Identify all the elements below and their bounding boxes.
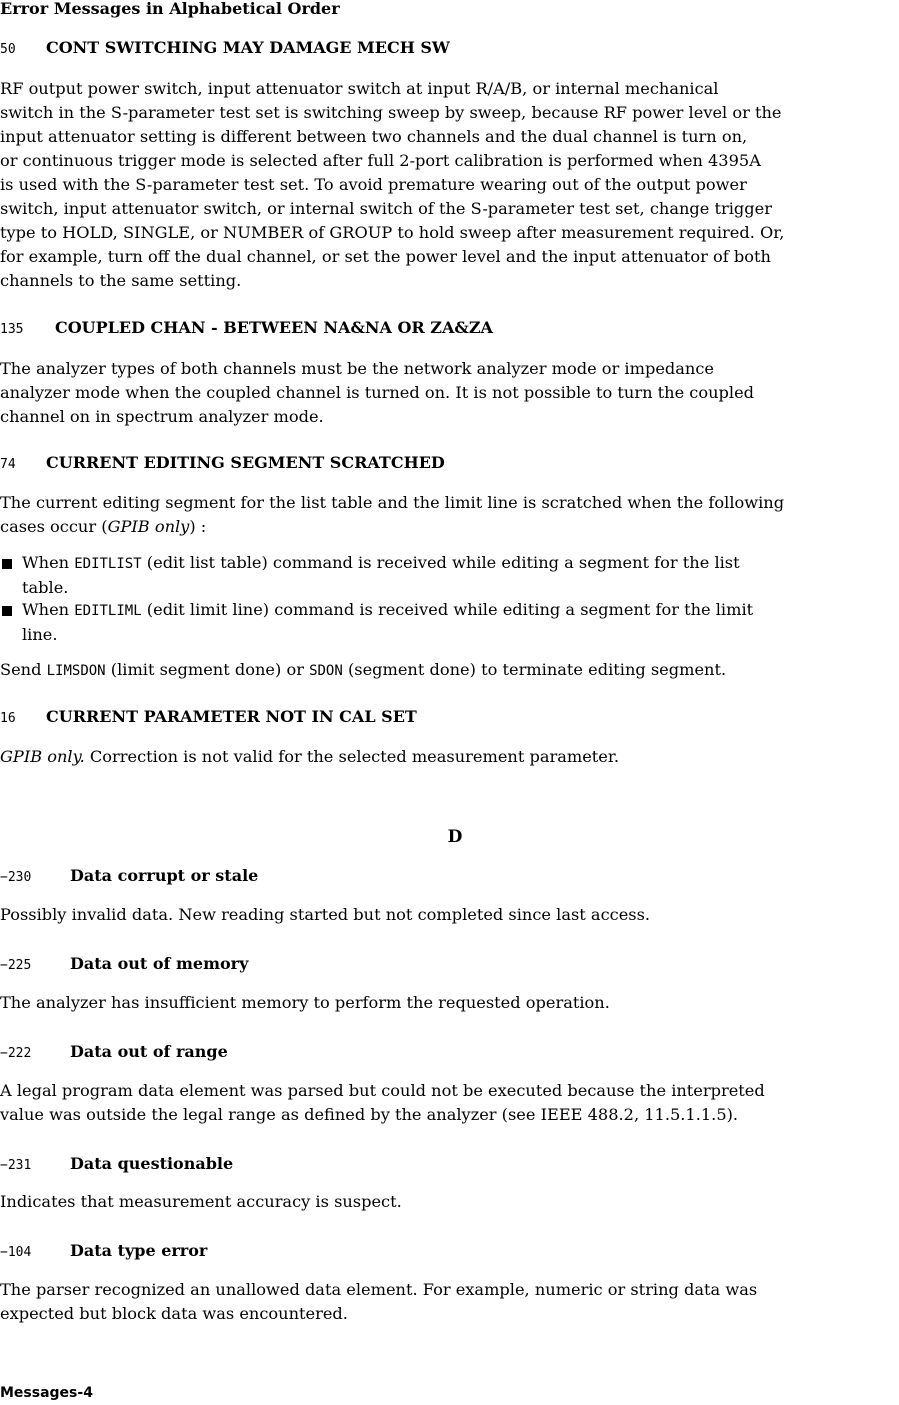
error-code: 16 bbox=[0, 711, 16, 726]
text-line: type to HOLD, SINGLE, or NUMBER of GROUP to hold sweep after measurement required. Or, bbox=[0, 223, 785, 242]
bullet-square-icon bbox=[2, 559, 12, 569]
message-heading bbox=[0, 318, 493, 340]
text-line: Possibly invalid data. New reading started but not completed since last access. bbox=[0, 905, 651, 924]
bullet-item bbox=[0, 551, 880, 600]
error-code: 50 bbox=[0, 42, 16, 57]
message-heading bbox=[0, 1241, 207, 1263]
text-line: RF output power switch, input attenuator switch at input R/A/B, or internal mechanical bbox=[0, 79, 719, 98]
command-name: LIMSDON bbox=[46, 663, 106, 679]
page-footer: Messages-4 bbox=[0, 1385, 93, 1401]
text-line: channel on in spectrum analyzer mode. bbox=[0, 407, 324, 426]
text-line bbox=[22, 598, 880, 623]
text-line: switch, input attenuator switch, or internal switch of the S-parameter test set, change trigger bbox=[0, 199, 772, 218]
text-line: table. bbox=[22, 578, 69, 597]
italic-text: GPIB only. bbox=[0, 747, 85, 766]
error-code: −225 bbox=[0, 958, 32, 973]
text-line: or continuous trigger mode is selected after full 2-port calibration is performed when 4395A bbox=[0, 151, 761, 170]
message-description bbox=[0, 658, 899, 683]
message-description bbox=[0, 1190, 899, 1214]
error-code: −230 bbox=[0, 870, 32, 885]
italic-text: GPIB only bbox=[107, 517, 190, 536]
text-line: The current editing segment for the list table and the limit line is scratched when the following bbox=[0, 493, 785, 512]
text-line: analyzer mode when the coupled channel is turned on. It is not possible to turn the coupled bbox=[0, 383, 755, 402]
text-span: (edit list table) command is received while editing a segment for the list bbox=[141, 553, 740, 572]
error-title: Data out of range bbox=[70, 1042, 228, 1061]
text-line: is used with the S-parameter test set. To avoid premature wearing out of the output power bbox=[0, 175, 747, 194]
command-name: EDITLIML bbox=[74, 603, 142, 619]
text-span: Send bbox=[0, 660, 47, 679]
text-line: switch in the S-parameter test set is switching sweep by sweep, because RF power level or the bbox=[0, 103, 782, 122]
error-code: 135 bbox=[0, 322, 24, 337]
text-span: When bbox=[22, 553, 75, 572]
command-name: EDITLIST bbox=[74, 556, 142, 572]
message-heading bbox=[0, 1154, 233, 1176]
text-line: value was outside the legal range as defined by the analyzer (see IEEE 488.2, 11.5.1.1.5). bbox=[0, 1105, 739, 1124]
text-line: The analyzer types of both channels must be the network analyzer mode or impedance bbox=[0, 359, 714, 378]
message-heading bbox=[0, 866, 258, 888]
section-letter: D bbox=[447, 827, 463, 847]
bullet-item bbox=[0, 598, 880, 647]
error-title: Data corrupt or stale bbox=[70, 866, 259, 885]
message-heading bbox=[0, 707, 417, 729]
text-line: The analyzer has insufficient memory to perform the requested operation. bbox=[0, 993, 610, 1012]
message-description bbox=[0, 991, 899, 1015]
error-code: 74 bbox=[0, 457, 16, 472]
message-description bbox=[0, 745, 899, 769]
message-description bbox=[0, 77, 899, 293]
error-title: Data type error bbox=[70, 1241, 208, 1260]
error-title: CONT SWITCHING MAY DAMAGE MECH SW bbox=[46, 38, 450, 57]
text-span: cases occur ( bbox=[0, 517, 108, 536]
text-span: (edit limit line) command is received while editing a segment for the limit bbox=[141, 600, 754, 619]
text-line: for example, turn off the dual channel, or set the power level and the input attenuator of both bbox=[0, 247, 771, 266]
message-description bbox=[0, 1278, 899, 1326]
text-line: channels to the same setting. bbox=[0, 271, 242, 290]
text-span: Correction is not valid for the selected measurement parameter. bbox=[84, 747, 619, 766]
message-heading bbox=[0, 453, 445, 475]
error-title: COUPLED CHAN - BETWEEN NA&NA OR ZA&ZA bbox=[55, 318, 493, 337]
message-heading bbox=[0, 954, 248, 976]
error-code: −231 bbox=[0, 1158, 32, 1173]
message-description bbox=[0, 491, 899, 539]
text-span: (limit segment done) or bbox=[105, 660, 310, 679]
text-line: Indicates that measurement accuracy is suspect. bbox=[0, 1192, 402, 1211]
text-line: input attenuator setting is different between two channels and the dual channel is turn on, bbox=[0, 127, 748, 146]
text-line: expected but block data was encountered. bbox=[0, 1304, 348, 1323]
text-line: A legal program data element was parsed but could not be executed because the interpreted bbox=[0, 1081, 765, 1100]
message-description bbox=[0, 903, 899, 927]
message-heading bbox=[0, 1042, 228, 1064]
error-title: CURRENT PARAMETER NOT IN CAL SET bbox=[46, 707, 417, 726]
error-title: Data out of memory bbox=[70, 954, 249, 973]
page-header: Error Messages in Alphabetical Order bbox=[0, 0, 340, 18]
command-name: SDON bbox=[309, 663, 343, 679]
message-description bbox=[0, 1079, 899, 1127]
error-title: Data questionable bbox=[70, 1154, 234, 1173]
text-span: ) : bbox=[189, 517, 207, 536]
text-line: line. bbox=[22, 625, 58, 644]
bullet-square-icon bbox=[2, 606, 12, 616]
text-span: When bbox=[22, 600, 75, 619]
error-code: −104 bbox=[0, 1245, 32, 1260]
text-line bbox=[0, 515, 899, 539]
error-title: CURRENT EDITING SEGMENT SCRATCHED bbox=[46, 453, 445, 472]
message-description bbox=[0, 357, 899, 429]
error-code: −222 bbox=[0, 1046, 32, 1061]
text-span: (segment done) to terminate editing segment. bbox=[342, 660, 727, 679]
message-heading bbox=[0, 38, 450, 60]
text-line: The parser recognized an unallowed data element. For example, numeric or string data was bbox=[0, 1280, 758, 1299]
text-line bbox=[22, 551, 880, 576]
